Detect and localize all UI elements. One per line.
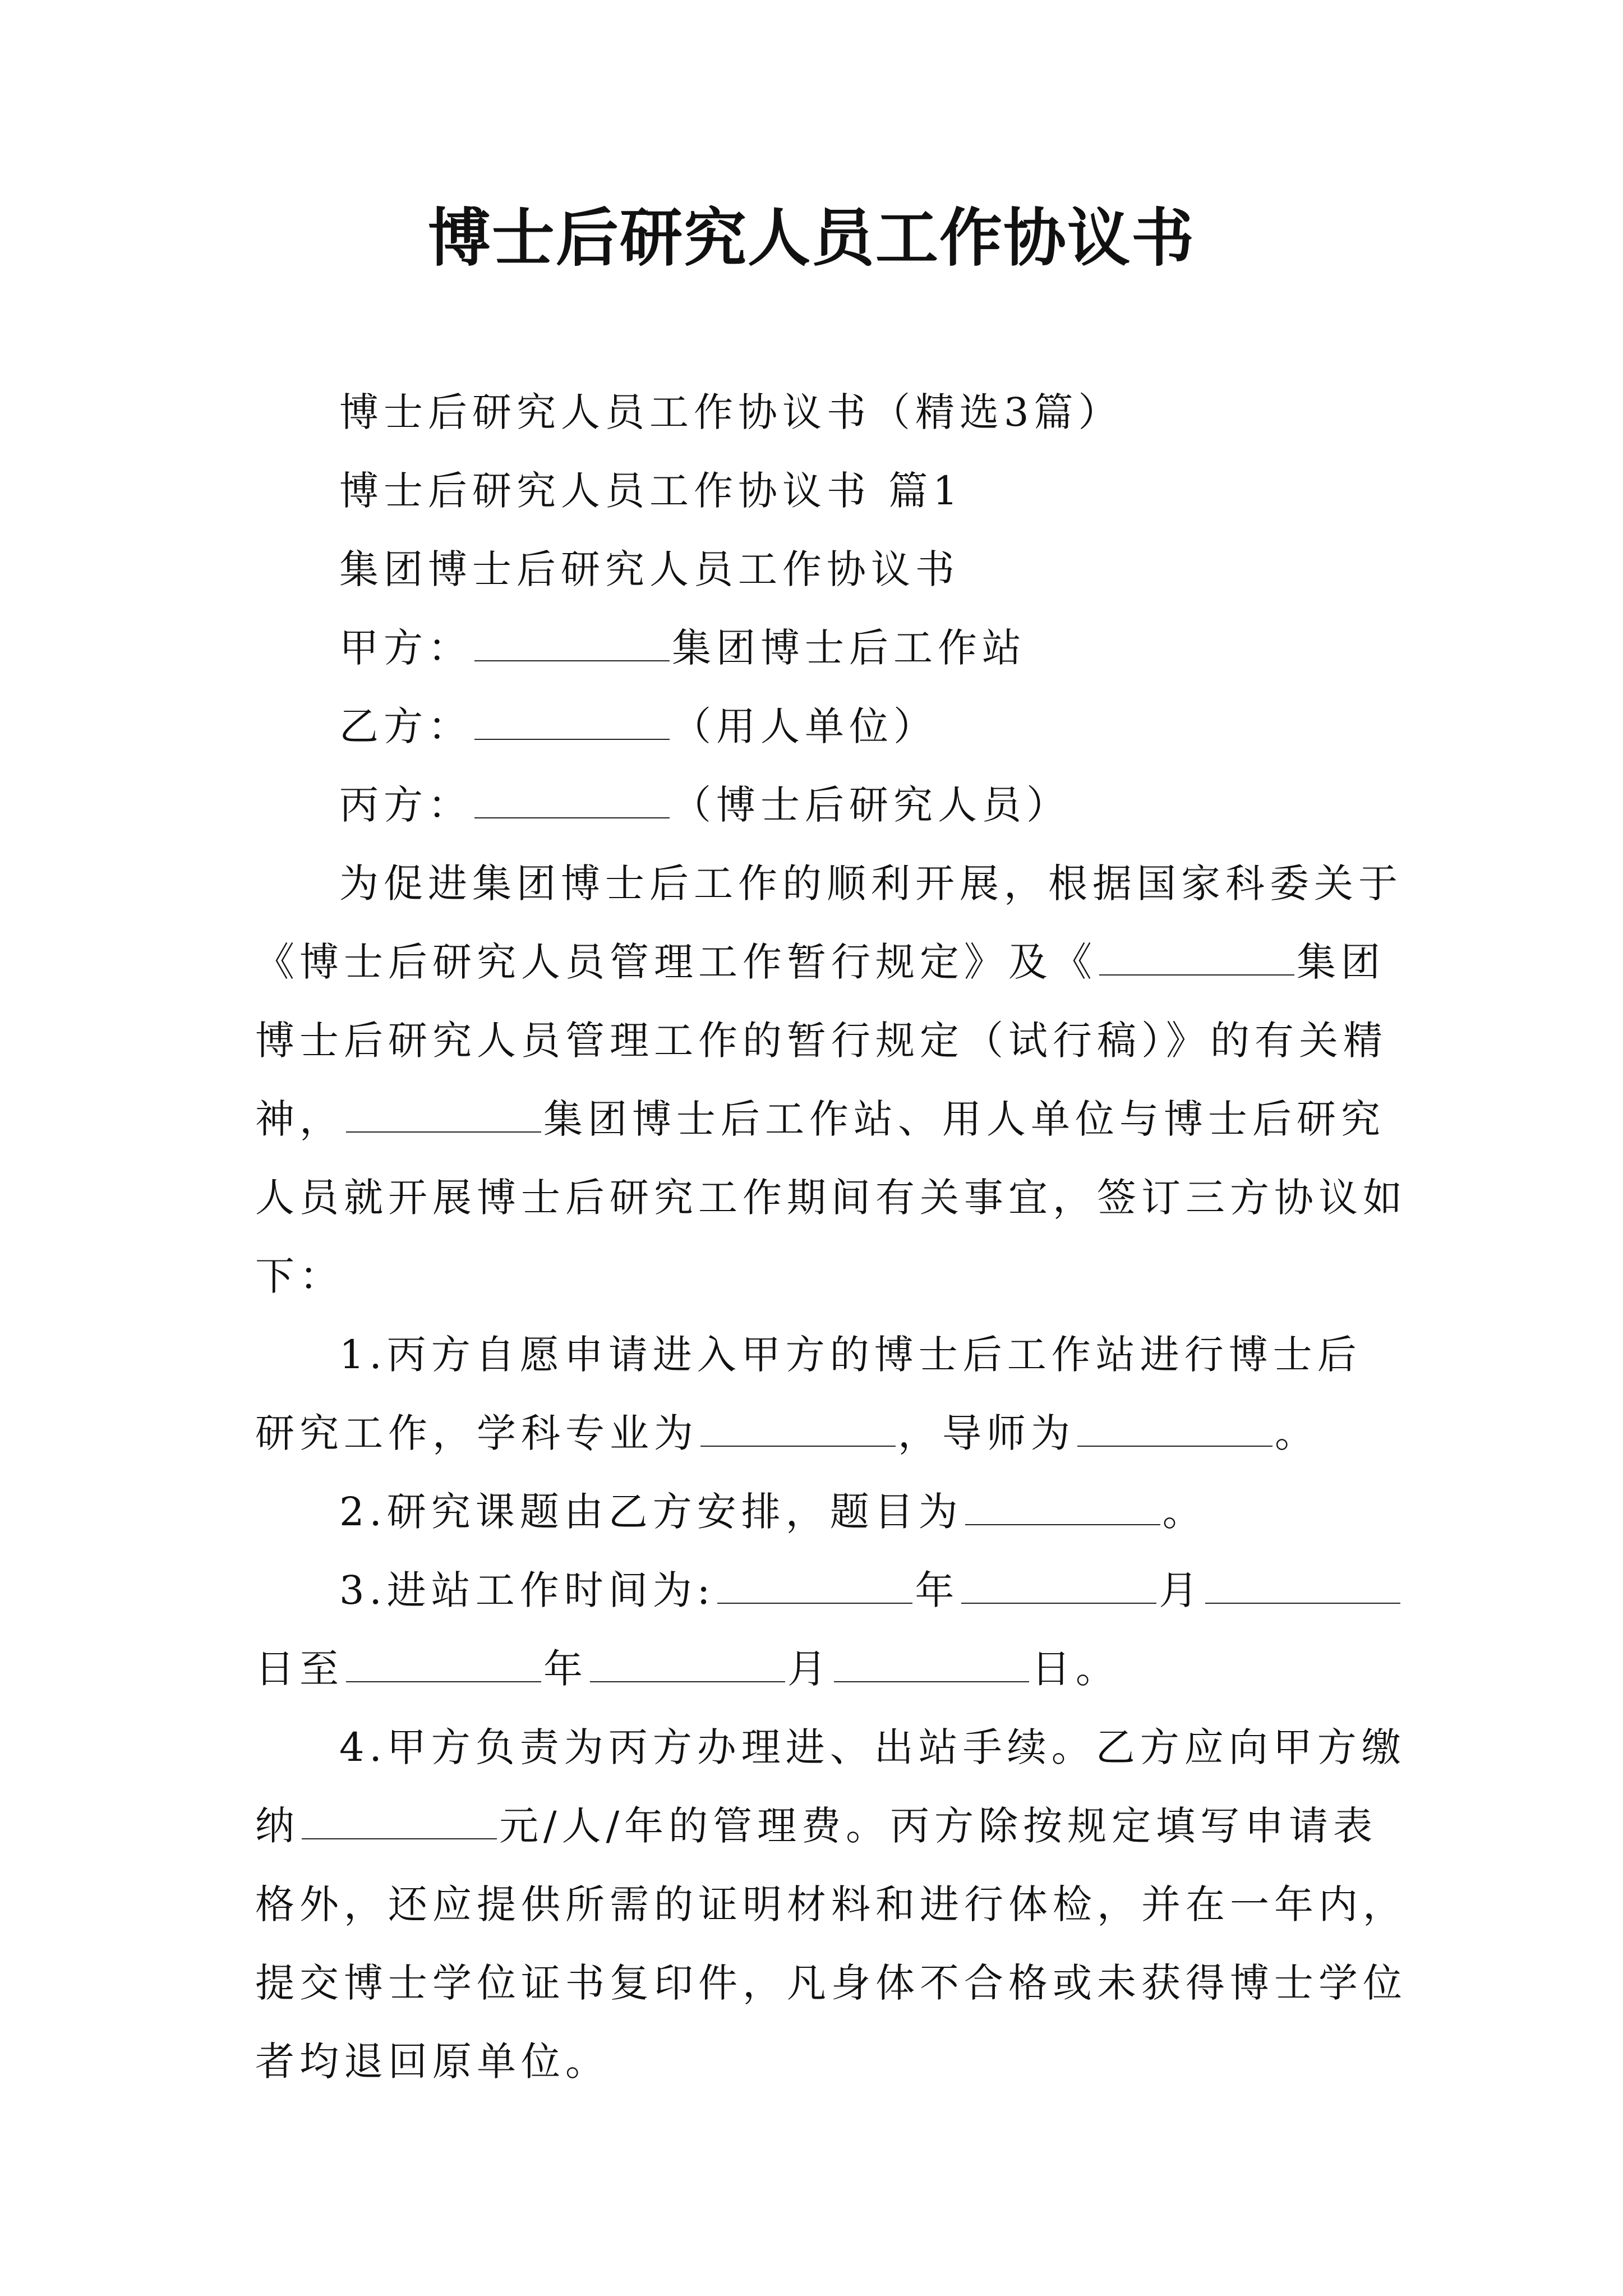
clause-3-text: 月 <box>1159 1567 1204 1613</box>
paragraph-line <box>255 1080 1394 1158</box>
clause-2-text: 2.研究课题由乙方安排，题目为 <box>339 1489 963 1535</box>
section-heading-text: 博士后研究人员工作协议书 篇1 <box>339 468 963 514</box>
clause-4-text: 纳 <box>255 1803 299 1849</box>
start-month-blank <box>961 1563 1156 1604</box>
paragraph-text: 《博士后研究人员管理工作暂行规定》及《 <box>255 939 1097 985</box>
section-heading-line <box>255 452 1394 530</box>
paragraph-text: 下： <box>255 1253 344 1299</box>
clause-1-line <box>255 1315 1394 1394</box>
clause-4-line <box>255 1944 1407 2022</box>
clause-4-line <box>255 1708 1406 1787</box>
paragraph-line <box>255 923 1394 1001</box>
end-year-blank <box>346 1642 541 1682</box>
paragraph-text: 神， <box>255 1096 344 1142</box>
clause-3-line <box>255 1630 1394 1708</box>
clause-1-text: 研究工作，学科专业为 <box>255 1410 698 1456</box>
clause-3-text: 年 <box>543 1646 588 1692</box>
clause-4-text: 4.甲方负责为丙方办理进、出站手续。乙方应向甲方缴 <box>339 1724 1406 1770</box>
subtitle-text: 博士后研究人员工作协议书（精选3篇） <box>339 389 1123 435</box>
party-b-desc: （用人单位） <box>672 703 938 749</box>
paragraph-text: 集团 <box>1297 939 1385 985</box>
document-title: 博士后研究人员工作协议书 <box>428 201 1195 275</box>
clause-4-line <box>255 1787 1394 1865</box>
clause-4-text: 元/人/年的管理费。丙方除按规定填写申请表 <box>499 1803 1378 1849</box>
start-day-blank <box>1205 1563 1400 1604</box>
supervisor-blank <box>1077 1406 1272 1447</box>
party-a-desc: 集团博士后工作站 <box>672 625 1026 671</box>
paragraph-text: 人员就开展博士后研究工作期间有关事宜，签订三方协议如 <box>255 1175 1407 1221</box>
party-a-line <box>255 609 1394 687</box>
agreement-name-text: 集团博士后研究人员工作协议书 <box>339 546 960 592</box>
end-month-blank <box>590 1642 785 1682</box>
subtitle-line <box>255 373 1394 452</box>
clause-1-text: ，导师为 <box>898 1410 1075 1456</box>
clause-3-text: 3.进站工作时间为: <box>339 1567 716 1613</box>
party-b-blank <box>474 700 670 740</box>
party-c-label: 丙方： <box>339 782 472 828</box>
paragraph-line <box>255 1001 1394 1080</box>
topic-blank <box>965 1485 1160 1525</box>
group-name-blank <box>346 1092 541 1133</box>
discipline-blank <box>700 1406 896 1447</box>
clause-3-text: 年 <box>915 1567 960 1613</box>
party-c-desc: （博士后研究人员） <box>672 782 1071 828</box>
clause-1-text: 1.丙方自愿申请进入甲方的博士后工作站进行博士后 <box>339 1332 1362 1378</box>
party-a-label: 甲方： <box>339 625 472 671</box>
clause-3-text: 月 <box>787 1646 832 1692</box>
party-b-line <box>255 687 1394 766</box>
start-year-blank <box>717 1563 912 1604</box>
agreement-name-line <box>255 530 1394 609</box>
document-body <box>255 373 1407 2101</box>
clause-2-text: 。 <box>1162 1489 1207 1535</box>
clause-4-line <box>255 2022 1394 2101</box>
paragraph-text: 博士后研究人员管理工作的暂行规定（试行稿）》的有关精 <box>255 1018 1387 1064</box>
clause-3-line <box>255 1551 1394 1630</box>
paragraph-line <box>255 844 1403 923</box>
party-a-blank <box>474 621 670 661</box>
paragraph-line <box>255 1158 1407 1237</box>
paragraph-text: 为促进集团博士后工作的顺利开展，根据国家科委关于 <box>339 861 1403 907</box>
paragraph-text: 集团博士后工作站、用人单位与博士后研究 <box>543 1096 1385 1142</box>
clause-1-text: 。 <box>1275 1410 1319 1456</box>
end-day-blank <box>834 1642 1029 1682</box>
clause-4-text: 格外，还应提供所需的证明材料和进行体检，并在一年内， <box>255 1881 1407 1927</box>
paragraph-line <box>255 1237 1394 1315</box>
clause-4-text: 者均退回原单位。 <box>255 2039 610 2085</box>
clause-3-text: 日。 <box>1031 1646 1120 1692</box>
clause-3-text: 日至 <box>255 1646 344 1692</box>
clause-4-text: 提交博士学位证书复印件，凡身体不合格或未获得博士学位 <box>255 1960 1407 2006</box>
group-name-blank <box>1099 935 1294 976</box>
party-b-label: 乙方： <box>339 703 472 749</box>
clause-2-line <box>255 1473 1394 1551</box>
party-c-line <box>255 766 1394 844</box>
clause-1-line <box>255 1394 1394 1473</box>
fee-blank <box>302 1799 497 1839</box>
party-c-blank <box>474 778 670 818</box>
clause-4-line <box>255 1865 1407 1944</box>
